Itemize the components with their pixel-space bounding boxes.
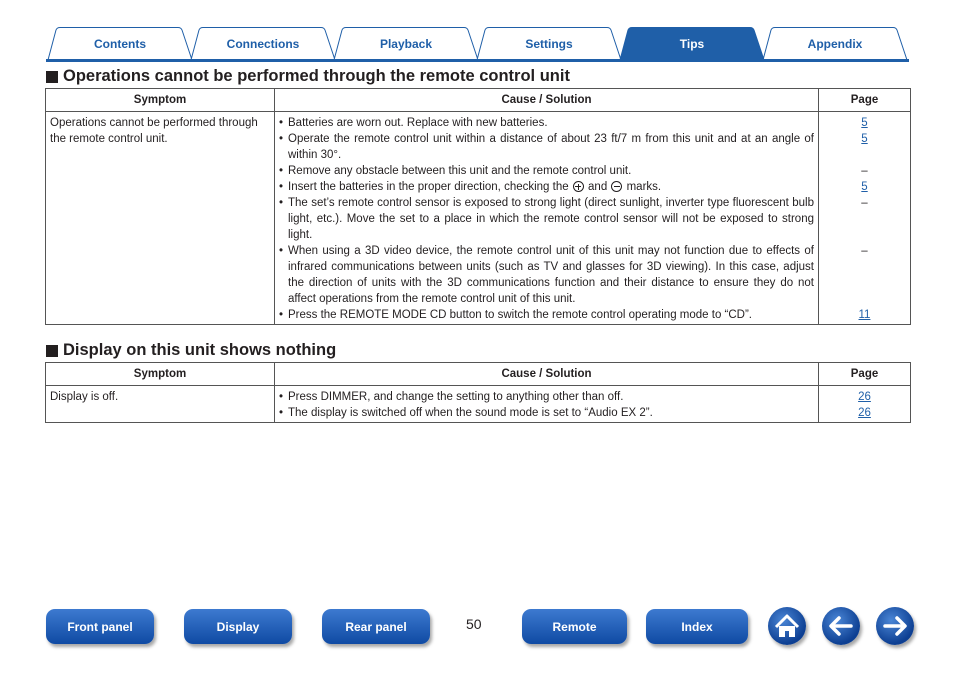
plus-mark-icon [573, 181, 584, 192]
page-spacer [823, 211, 906, 227]
cause-cell [275, 386, 819, 423]
page-number: 50 [466, 616, 482, 632]
cause-text: and [584, 181, 611, 193]
tab-label: Contents [94, 37, 146, 51]
cause-text: Press the REMOTE MODE CD button to switch the remote control operating mode to “CD”. [288, 309, 753, 321]
page-spacer [823, 227, 906, 243]
symptom-cell: Operations cannot be performed through the remote control unit. [46, 112, 275, 325]
rear-panel-button[interactable]: Rear panel [322, 609, 430, 644]
page-ref [823, 307, 906, 323]
tab-label: Settings [525, 37, 573, 51]
cause-text: Press DIMMER, and change the setting to anything other than off. [288, 391, 624, 403]
tab-playback[interactable] [332, 27, 480, 60]
tab-tips[interactable] [618, 27, 766, 60]
index-button[interactable]: Index [646, 609, 748, 644]
cause-cell [275, 112, 819, 325]
front-panel-button[interactable]: Front panel [46, 609, 154, 644]
header-cause: Cause / Solution [275, 363, 819, 386]
header-symptom: Symptom [46, 363, 275, 386]
cause-text: Remove any obstacle between this unit and the remote control unit. [288, 165, 632, 177]
page-cell [819, 112, 911, 325]
square-bullet-icon [46, 71, 58, 83]
header-cause: Cause / Solution [275, 89, 819, 112]
page-ref [823, 179, 906, 195]
cause-item: • Press DIMMER, and change the setting to anything other than off. [279, 389, 814, 405]
back-button[interactable] [822, 607, 860, 645]
cause-item: • Remove any obstacle between this unit and the remote control unit. [279, 163, 814, 179]
display-table [45, 362, 911, 423]
page-link[interactable]: 5 [861, 117, 868, 129]
arrow-right-icon [876, 607, 914, 645]
home-icon [768, 607, 806, 645]
section-heading [46, 341, 336, 360]
arrow-left-icon [822, 607, 860, 645]
page-ref [823, 131, 906, 147]
tab-contents[interactable] [46, 27, 194, 60]
section-heading [46, 67, 570, 86]
table-header-row [46, 89, 911, 112]
tab-bar [46, 27, 909, 62]
cause-text: Operate the remote control unit within a distance of about 23 ft/7 m from this unit and at an angle of within 30°. [288, 133, 814, 161]
page-ref: – [861, 197, 868, 209]
display-button[interactable]: Display [184, 609, 292, 644]
symptom-cell: Display is off. [46, 386, 275, 423]
header-symptom: Symptom [46, 89, 275, 112]
tab-label: Playback [379, 37, 433, 51]
page-spacer [823, 291, 906, 307]
cause-item: • Operate the remote control unit within a distance of about 23 ft/7 m from this unit and at an angle of within 30°. [279, 133, 814, 161]
tab-connections[interactable] [189, 27, 337, 60]
page-link[interactable]: 5 [861, 181, 868, 193]
cause-item: • The set’s remote control sensor is exposed to strong light (direct sunlight, inverter type fluorescent bulb light, etc.). Move the set to a place in which the remote control sensor will not be exposed to strong light. [279, 197, 814, 241]
page-spacer [823, 259, 906, 275]
table-row [46, 386, 911, 423]
cause-text: The display is switched off when the sound mode is set to “Audio EX 2”. [288, 407, 653, 419]
tab-label: Tips [679, 37, 705, 51]
tab-label: Appendix [807, 37, 863, 51]
page-spacer [823, 147, 906, 163]
remote-button[interactable]: Remote [522, 609, 627, 644]
tab-settings[interactable] [475, 27, 623, 60]
page-spacer [823, 275, 906, 291]
cause-item: • Insert the batteries in the proper direction, checking the and marks. [279, 181, 662, 193]
page-ref: – [861, 245, 868, 257]
header-page: Page [819, 363, 911, 386]
cause-item: • Press the REMOTE MODE CD button to switch the remote control operating mode to “CD”. [279, 307, 814, 323]
cause-text: Batteries are worn out. Replace with new batteries. [288, 117, 548, 129]
page-ref [823, 405, 906, 421]
header-page: Page [819, 89, 911, 112]
table-header-row [46, 363, 911, 386]
home-button[interactable] [768, 607, 806, 645]
cause-text: marks. [623, 181, 662, 193]
page-link[interactable]: 26 [858, 407, 871, 419]
section-title-text: Display on this unit shows nothing [63, 341, 337, 359]
page-cell [819, 386, 911, 423]
cause-text: When using a 3D video device, the remote control unit of this unit may not function due to effects of infrared communications between units (such as TV and glasses for 3D viewing). In this case, adjust the direction of units with the 3D communications function and their distance to ensure they do not affect operations from the remote control unit of this unit. [288, 245, 814, 305]
page-link[interactable]: 11 [858, 309, 871, 321]
square-bullet-icon [46, 345, 58, 357]
remote-control-table [45, 88, 911, 325]
page-link[interactable]: 26 [858, 391, 871, 403]
cause-item: • The display is switched off when the sound mode is set to “Audio EX 2”. [279, 405, 814, 421]
table-row [46, 112, 911, 325]
section-title-text: Operations cannot be performed through the remote control unit [63, 67, 570, 85]
cause-text: The set’s remote control sensor is exposed to strong light (direct sunlight, inverter type fluorescent bulb light, etc.). Move the set to a place in which the remote control sensor will not be exposed to strong light. [288, 197, 814, 241]
page-ref [823, 115, 906, 131]
page-ref: – [861, 165, 868, 177]
forward-button[interactable] [876, 607, 914, 645]
cause-text: Insert the batteries in the proper direction, checking the [288, 181, 572, 193]
tab-underline [46, 59, 909, 62]
cause-item: • When using a 3D video device, the remote control unit of this unit may not function due to effects of infrared communications between units (such as TV and glasses for 3D viewing). In this case, adjust the direction of units with the 3D communications function and their distance to ensure they do not affect operations from the remote control unit of this unit. [279, 245, 814, 305]
page-ref [823, 389, 906, 405]
cause-item: • Batteries are worn out. Replace with new batteries. [279, 115, 814, 131]
tab-appendix[interactable] [761, 27, 909, 60]
page-link[interactable]: 5 [861, 133, 868, 145]
tab-label: Connections [226, 37, 300, 51]
minus-mark-icon [611, 181, 622, 192]
